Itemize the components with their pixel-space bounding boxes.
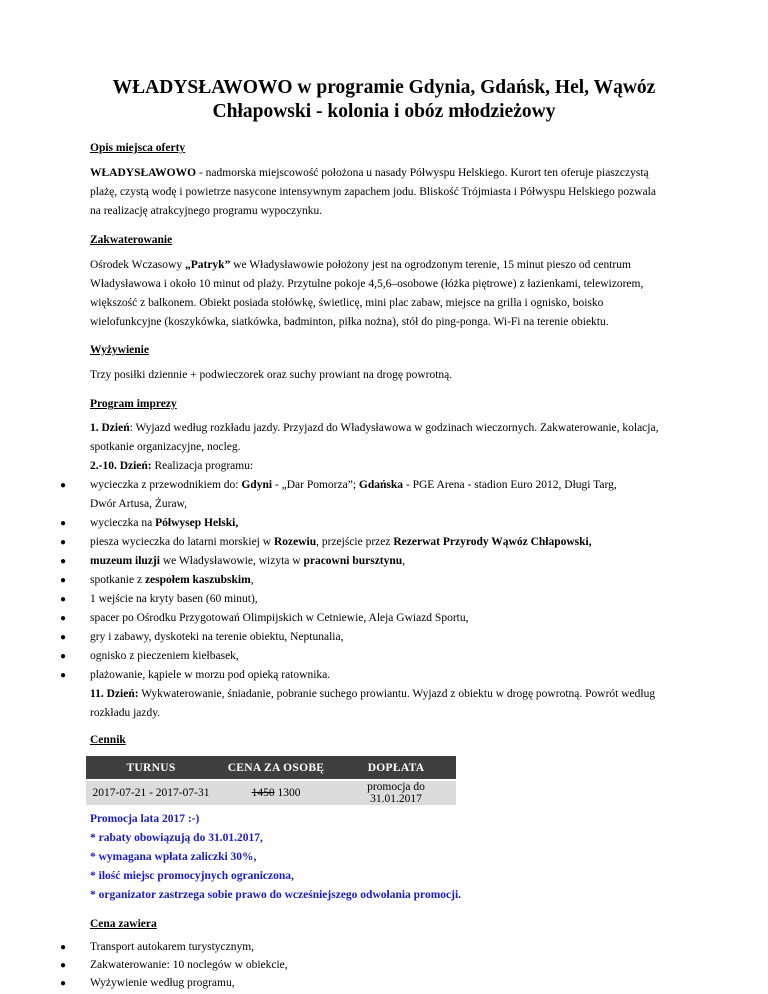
cell-doplata: promocja do 31.01.2017: [336, 780, 456, 805]
program-item-3: [90, 533, 592, 552]
day1-line-1: [90, 419, 658, 438]
bullet-icon: ●: [60, 651, 67, 662]
day2-label: 2.-10. Dzień:: [90, 460, 152, 472]
wyzywienie-text: Trzy posiłki dziennie + podwieczorek oraz suchy prowiant na drogę powrotną.: [90, 369, 453, 381]
opis-line-2: plażę, czystą wodę i powietrze nasycone intensywnym zapachem jodu. Bliskość Trójmiasta i Półwyspu Helskiego pozwala: [90, 186, 656, 198]
heading-cena-zawiera: Cena zawiera: [90, 918, 157, 930]
col-header-cena: CENA ZA OSOBĘ: [216, 756, 336, 780]
item-2-bold: Półwysep Helski,: [155, 517, 239, 529]
included-item: Zakwaterowanie: 10 noclegów w obiekcie,: [90, 959, 288, 971]
promo-line-4: * ilość miejsc promocyjnych ograniczona,: [90, 870, 294, 882]
day11-label: 11. Dzień:: [90, 688, 139, 700]
bullet-icon: ●: [60, 670, 67, 681]
zakw-line-2: Władysławowa i około 10 minut od plaży. Przytulne pokoje 4,5,6–osobowe (łóżka piętrowe) z łazienkami, telewizorem,: [90, 278, 644, 290]
program-item-7: spacer po Ośrodku Przygotowań Olimpijskich w Cetniewie, Aleja Gwiazd Sportu,: [90, 612, 469, 624]
heading-cennik: Cennik: [90, 734, 126, 746]
cell-price: [216, 780, 336, 805]
day1-text: : Wyjazd według rozkładu jazdy. Przyjazd do Władysławowa w godzinach wieczornych. Zakwaterowanie, kolacja,: [129, 422, 659, 434]
item-3-rozewie: Rozewiu: [273, 536, 317, 548]
item-4-pracownia: pracowni bursztynu: [303, 555, 403, 567]
col-header-doplata: DOPŁATA: [336, 756, 456, 780]
bullet-icon: ●: [60, 632, 67, 643]
bullet-icon: ●: [60, 978, 67, 989]
opis-text-1: - nadmorska miejscowość położona u nasady Półwyspu Helskiego. Kurort ten oferuje piaszczystą: [196, 167, 649, 179]
item-1-mid: - „Dar Pomorza”;: [272, 479, 359, 491]
item-3-mid: , przejście przez: [316, 536, 394, 548]
opis-line-1: [90, 164, 649, 183]
item-1-gdansk: Gdańska: [358, 479, 404, 491]
program-item-8: gry i zabawy, dyskoteki na terenie obiektu, Neptunalia,: [90, 631, 344, 643]
bullet-icon: ●: [60, 613, 67, 624]
heading-opis: Opis miejsca oferty: [90, 142, 186, 154]
item-3-rezerwat: Rezerwat Przyrody Wąwóz Chłapowski,: [393, 536, 592, 548]
promo-line-5: * organizator zastrzega sobie prawo do wcześniejszego odwołania promocji.: [90, 889, 462, 901]
price-table: [86, 756, 456, 805]
item-1-post: - PGE Arena - stadion Euro 2012, Długi Targ,: [403, 479, 617, 491]
price-table-header: [86, 756, 456, 780]
heading-program: Program imprezy: [90, 398, 177, 410]
item-3-pre: piesza wycieczka do latarni morskiej w: [90, 536, 274, 548]
new-price: 1300: [277, 787, 301, 799]
item-4-post: ,: [402, 555, 406, 567]
zakw-line-1: [90, 256, 631, 275]
page-title: WŁADYSŁAWOWO w programie Gdynia, Gdańsk, Hel, Wąwóz Chłapowski - kolonia i obóz młodzieżowy: [112, 77, 656, 122]
day1-line-2: spotkanie organizacyjne, nocleg.: [90, 441, 241, 453]
item-5-bold: zespołem kaszubskim: [144, 574, 251, 586]
bullet-icon: ●: [60, 518, 67, 529]
included-item: Wyżywienie według programu,: [90, 977, 235, 989]
opis-line-3: na realizację atrakcyjnego programu wypoczynku.: [90, 205, 323, 217]
promo-line-1: Promocja lata 2017 :-): [90, 813, 200, 825]
program-item-1: [90, 476, 617, 495]
cell-turnus: 2017-07-21 - 2017-07-31: [86, 780, 216, 805]
day11-line-2: rozkładu jazdy.: [90, 707, 161, 719]
program-item-2: [90, 514, 238, 533]
program-item-6: 1 wejście na kryty basen (60 minut),: [90, 593, 258, 605]
day1-label: 1. Dzień: [90, 422, 130, 434]
bullet-icon: ●: [60, 575, 67, 586]
col-header-turnus: TURNUS: [86, 756, 216, 780]
promo-line-3: * wymagana wpłata zaliczki 30%,: [90, 851, 257, 863]
day2-text: Realizacja programu:: [151, 460, 254, 472]
program-item-10: plażowanie, kąpiele w morzu pod opieką ratownika.: [90, 669, 331, 681]
table-row: [86, 780, 456, 805]
item-5-post: ,: [250, 574, 254, 586]
zakw-bold: „Patryk”: [184, 259, 231, 271]
bullet-icon: ●: [60, 942, 67, 953]
item-1-pre: wycieczka z przewodnikiem do:: [90, 479, 242, 491]
program-item-5: [90, 571, 254, 590]
opis-bold: WŁADYSŁAWOWO: [90, 167, 197, 179]
item-5-pre: spotkanie z: [90, 574, 145, 586]
bullet-icon: ●: [60, 537, 67, 548]
old-price: 1450: [251, 787, 275, 799]
zakw-line-4: wielofunkcyjne (koszykówka, siatkówka, badminton, piłka nożna), stół do ping-ponga. Wi-Fi na terenie obiektu.: [90, 316, 609, 328]
program-item-4: [90, 552, 405, 571]
zakw-post: we Władysławowie położony jest na ogrodzonym terenie, 15 minut pieszo od centrum: [230, 259, 631, 271]
zakw-line-3: większość z balkonem. Obiekt posiada stołówkę, świetlicę, mini plac zabaw, miejsce na grilla i ognisko, boisko: [90, 297, 604, 309]
bullet-icon: ●: [60, 960, 67, 971]
program-item-9: ognisko z pieczeniem kiełbasek,: [90, 650, 239, 662]
included-item: Transport autokarem turystycznym,: [90, 941, 255, 953]
day2-line: [90, 457, 253, 476]
day11-text: Wykwaterowanie, śniadanie, pobranie suchego prowiantu. Wyjazd z obiektu w drogę powrotną. Powrót według: [138, 688, 656, 700]
bullet-icon: ●: [60, 594, 67, 605]
bullet-icon: ●: [60, 556, 67, 567]
bullet-icon: ●: [60, 480, 67, 491]
zakw-pre: Ośrodek Wczasowy: [90, 259, 185, 271]
heading-wyzywienie: Wyżywienie: [90, 344, 149, 356]
item-1-gdynia: Gdyni: [241, 479, 273, 491]
day11-line-1: [90, 685, 655, 704]
heading-zakwaterowanie: Zakwaterowanie: [90, 234, 173, 246]
promo-line-2: * rabaty obowiązują do 31.01.2017,: [90, 832, 263, 844]
item-4-mid: we Władysławowie, wizyta w: [159, 555, 304, 567]
item-2-pre: wycieczka na: [90, 517, 156, 529]
item-4-muzeum: muzeum iluzji: [90, 555, 160, 567]
program-item-1-cont: Dwór Artusa, Żuraw,: [90, 498, 187, 510]
